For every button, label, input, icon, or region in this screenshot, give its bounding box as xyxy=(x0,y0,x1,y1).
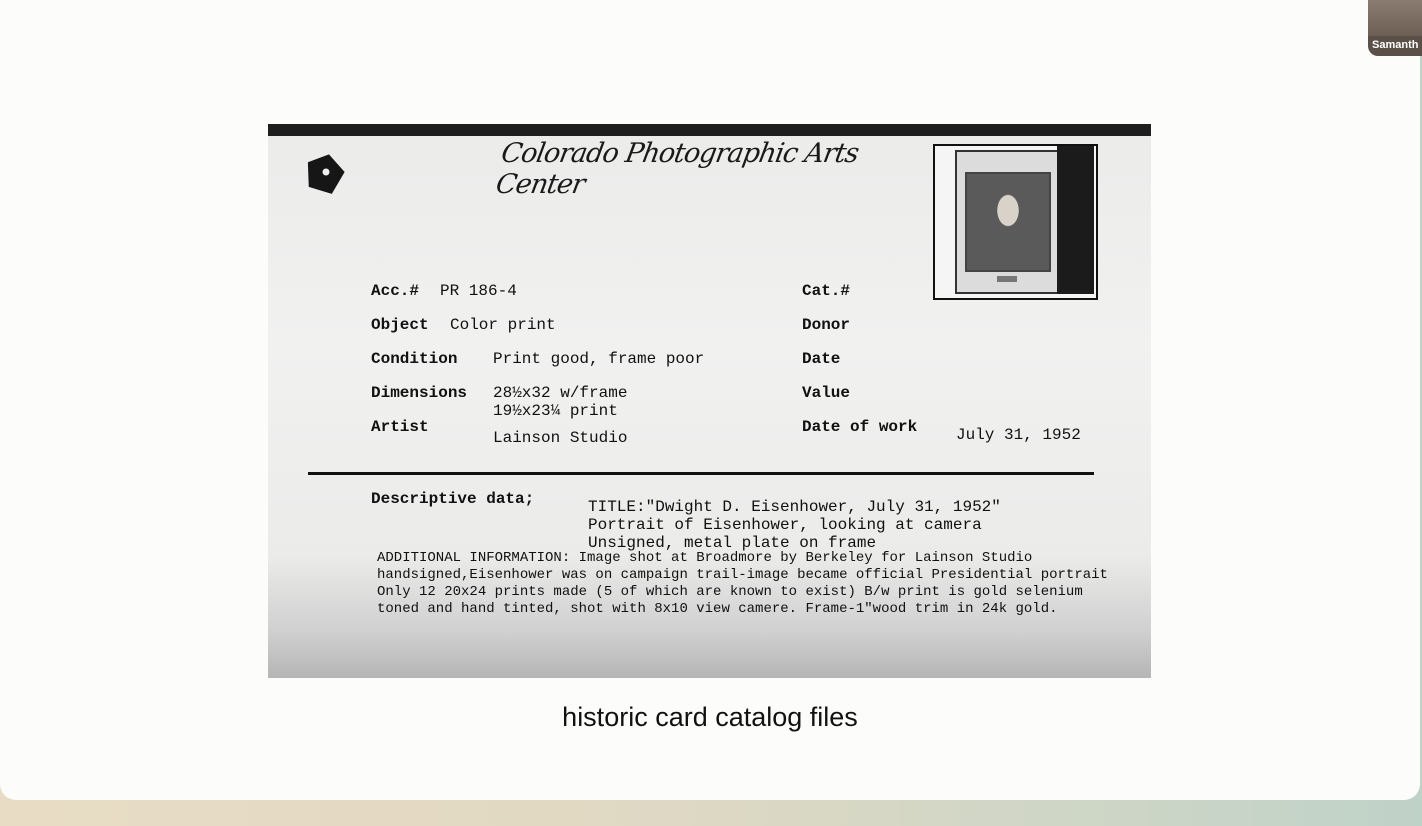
descriptive-line: Unsigned, metal plate on frame xyxy=(588,534,877,552)
participant-name: Samanth xyxy=(1372,39,1419,51)
descriptive-label: Descriptive data; xyxy=(371,490,535,508)
additional-info-line: ADDITIONAL INFORMATION: Image shot at Broadmore by Berkeley for Lainson Studio xyxy=(377,550,1033,566)
acc-value: PR 186-4 xyxy=(440,282,517,300)
condition-label: Condition xyxy=(371,350,458,368)
artist-value: Lainson Studio xyxy=(493,429,628,447)
dimensions-label: Dimensions xyxy=(371,384,468,402)
date-of-work-value: July 31, 1952 xyxy=(956,426,1081,444)
object-label: Object xyxy=(371,316,429,334)
dimensions-value-frame: 28½x32 w/frame xyxy=(493,384,628,402)
cpac-logo-icon xyxy=(304,152,346,194)
value-label: Value xyxy=(802,384,851,402)
portrait-plate xyxy=(997,276,1017,282)
participant-avatar xyxy=(1368,0,1422,36)
cat-label: Cat.# xyxy=(802,282,851,300)
object-value: Color print xyxy=(450,316,556,334)
card-header-title: Colorado Photographic Arts Center xyxy=(493,138,861,200)
portrait-shadow xyxy=(1057,146,1094,294)
slide-caption: historic card catalog files xyxy=(562,702,858,732)
descriptive-line: TITLE:"Dwight D. Eisenhower, July 31, 1952" xyxy=(588,498,1001,516)
portrait-thumbnail xyxy=(933,144,1098,300)
portrait-image xyxy=(965,172,1051,272)
dimensions-value-print: 19½x23¼ print xyxy=(493,402,618,420)
card-divider xyxy=(308,472,1094,475)
additional-info-line: handsigned,Eisenhower was on campaign trail-image became official Presidential portrait xyxy=(377,567,1108,583)
artist-label: Artist xyxy=(371,418,429,436)
photo-top-edge xyxy=(268,124,1151,136)
portrait-frame-inner xyxy=(955,150,1059,294)
participant-video-tile[interactable] xyxy=(1368,0,1422,56)
date-label: Date xyxy=(802,350,841,368)
donor-label: Donor xyxy=(802,316,851,334)
additional-info-line: toned and hand tinted, shot with 8x10 view camere. Frame-1"wood trim in 24k gold. xyxy=(377,601,1058,617)
card-catalog-photo xyxy=(268,124,1151,678)
descriptive-line: Portrait of Eisenhower, looking at camera xyxy=(588,516,982,534)
additional-info-line: Only 12 20x24 prints made (5 of which are known to exist) B/w print is gold selenium xyxy=(377,584,1083,600)
condition-value: Print good, frame poor xyxy=(493,350,705,368)
date-of-work-label: Date of work xyxy=(802,418,918,436)
acc-label: Acc.# xyxy=(371,282,420,300)
